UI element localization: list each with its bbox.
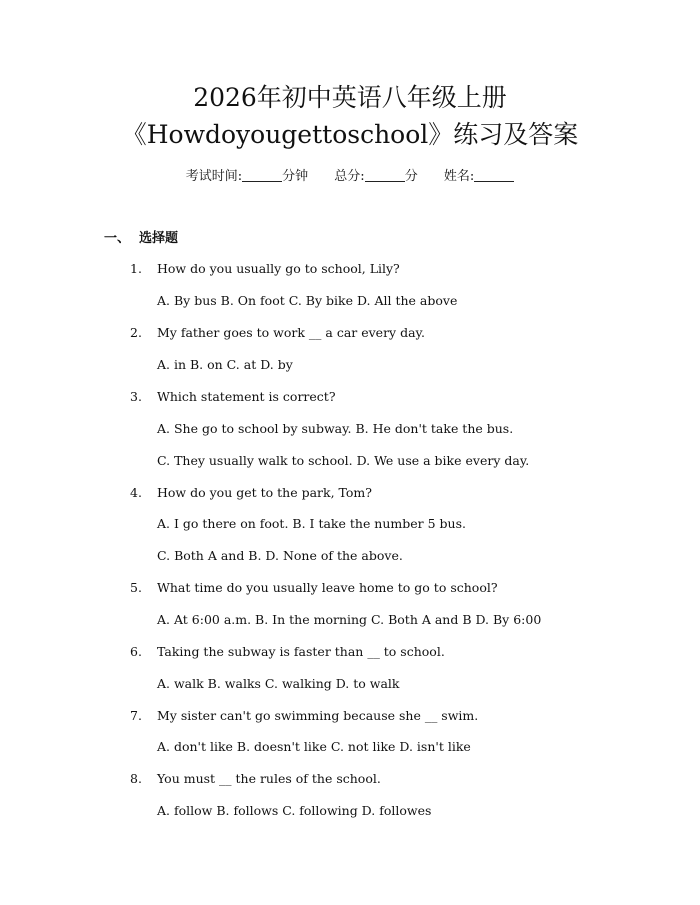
exam-time-unit: 分钟 [282,169,309,184]
question-text: Which statement is correct? [157,389,336,404]
student-name-label: 姓名: [443,169,475,184]
total-score-blank [365,169,405,182]
document-title-line-1: 2026年初中英语八年级上册 [193,83,507,112]
exam-info-row [0,168,700,186]
total-score-field [334,168,417,186]
section-number: 一、 [104,231,131,246]
question-options: A. She go to school by subway. B. He don't take the bus. [157,421,514,436]
question-text: How do you get to the park, Tom? [157,485,372,500]
question-options: C. They usually walk to school. D. We use a bike every day. [157,453,530,468]
question-number: 8. [130,771,142,786]
question-options: A. By bus B. On foot C. By bike D. All the above [157,293,458,308]
question-options: A. walk B. walks C. walking D. to walk [157,676,400,691]
question-options: A. I go there on foot. B. I take the number 5 bus. [157,516,466,531]
question-options: A. in B. on C. at D. by [157,357,293,372]
question-text: Taking the subway is faster than __ to school. [157,644,445,659]
question-number: 6. [130,644,142,659]
question-text: My father goes to work __ a car every day. [157,325,425,340]
question-number: 4. [130,485,142,500]
question-number: 2. [130,325,142,340]
question-text: How do you usually go to school, Lily? [157,261,400,276]
document-title-line-2: 《Howdoyougettoschool》练习及答案 [121,120,579,149]
student-name-field [444,168,514,186]
total-score-label: 总分: [334,169,365,184]
question-text: You must __ the rules of the school. [157,771,381,786]
exam-time-field [186,168,308,186]
question-text: What time do you usually leave home to go to school? [157,580,498,595]
section-heading [104,230,178,248]
question-text: My sister can't go swimming because she __ swim. [157,708,479,723]
section-title: 选择题 [139,231,179,246]
question-options: C. Both A and B. D. None of the above. [157,548,403,563]
total-score-unit: 分 [404,169,418,184]
exam-time-label: 考试时间: [185,169,243,184]
question-number: 1. [130,261,142,276]
question-number: 3. [130,389,142,404]
question-options: A. don't like B. doesn't like C. not like D. isn't like [157,739,471,754]
exam-time-blank [242,169,282,182]
question-number: 5. [130,580,142,595]
question-options: A. follow B. follows C. following D. followes [157,803,432,818]
student-name-blank [474,169,514,182]
question-number: 7. [130,708,142,723]
question-options: A. At 6:00 a.m. B. In the morning C. Both A and B D. By 6:00 [157,612,542,627]
